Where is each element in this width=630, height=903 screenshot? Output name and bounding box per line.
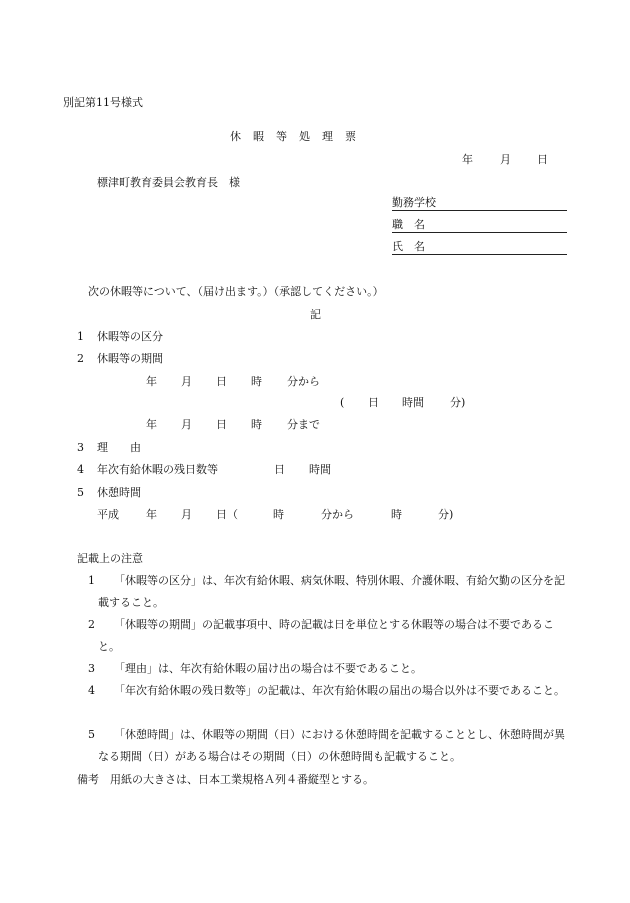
period-total-hours: 時間 bbox=[402, 396, 424, 409]
period-total-minutes: 分) bbox=[450, 396, 466, 409]
intro-text: 次の休暇等について、（届け出ます。）（承認してください。） bbox=[88, 285, 384, 298]
position-field[interactable] bbox=[392, 218, 567, 233]
period-from-hour: 時 bbox=[251, 375, 262, 388]
item-3-label: 理 由 bbox=[97, 441, 141, 454]
note-4-number: 4 bbox=[88, 684, 95, 697]
addressee: 標津町教育委員会教育長 様 bbox=[97, 176, 240, 189]
item-5-label: 休憩時間 bbox=[97, 486, 141, 499]
period-to-month: 月 bbox=[181, 418, 192, 431]
period-to-year: 年 bbox=[146, 418, 157, 431]
note-2-number: 2 bbox=[88, 618, 95, 631]
item-4-label: 年次有給休暇の残日数等 bbox=[97, 463, 218, 476]
note-4-text: 「年次有給休暇の残日数等」の記載は、年次有給休暇の届出の場合以外は不要であること。 bbox=[114, 684, 565, 697]
form-label: 別記第11号様式 bbox=[63, 96, 143, 109]
remark: 備考 用紙の大きさは、日本工業規格Ａ列４番縦型とする。 bbox=[77, 773, 374, 786]
note-3-text: 「理由」は、年次有給休暇の届け出の場合は不要であること。 bbox=[114, 662, 422, 675]
note-1-number: 1 bbox=[88, 574, 95, 587]
note-2-text: 「休暇等の期間」の記載事項中、時の記載は日を単位とする休暇等の場合は不要であること。 bbox=[98, 618, 554, 653]
school-label: 勤務学校 bbox=[392, 196, 436, 209]
note-5-text: 「休憩時間」は、休暇等の期間（日）における休憩時間を記載することとし、休憩時間が異なる期間（日）がある場合はその期間（日）の休憩時間も記載すること。 bbox=[98, 728, 565, 763]
note-3-number: 3 bbox=[88, 662, 95, 675]
item-4-number: 4 bbox=[77, 463, 84, 476]
rest-to-hour: 時 bbox=[391, 508, 402, 521]
date-month: 月 bbox=[500, 153, 511, 166]
page-title: 休 暇 等 処 理 票 bbox=[230, 130, 357, 143]
ki-label: 記 bbox=[310, 308, 321, 321]
item-1-number: 1 bbox=[77, 330, 84, 343]
rest-year: 年 bbox=[146, 508, 157, 521]
item-3-number: 3 bbox=[77, 441, 84, 454]
period-total-days: 日 bbox=[368, 396, 379, 409]
item-1-label: 休暇等の区分 bbox=[97, 330, 163, 343]
position-label: 職 名 bbox=[392, 218, 425, 231]
item-2-number: 2 bbox=[77, 352, 84, 365]
school-field[interactable] bbox=[392, 196, 567, 211]
period-from-month: 月 bbox=[181, 375, 192, 388]
rest-from-hour: 時 bbox=[273, 508, 284, 521]
date-year: 年 bbox=[462, 153, 473, 166]
note-5-number: 5 bbox=[88, 728, 95, 741]
period-from-minute: 分から bbox=[287, 375, 320, 388]
notes-heading: 記載上の注意 bbox=[77, 552, 143, 565]
rest-to-minute: 分) bbox=[438, 508, 454, 521]
remaining-hours: 時間 bbox=[309, 463, 331, 476]
item-5-number: 5 bbox=[77, 486, 84, 499]
rest-month: 月 bbox=[181, 508, 192, 521]
rest-day: 日（ bbox=[216, 508, 238, 521]
period-to-hour: 時 bbox=[251, 418, 262, 431]
rest-era: 平成 bbox=[97, 508, 119, 521]
period-to-day: 日 bbox=[216, 418, 227, 431]
item-2-label: 休暇等の期間 bbox=[97, 352, 163, 365]
name-field[interactable] bbox=[392, 240, 567, 255]
rest-from-minute: 分から bbox=[321, 508, 354, 521]
remaining-days: 日 bbox=[274, 463, 285, 476]
name-label: 氏 名 bbox=[392, 240, 425, 253]
period-total-open: ( bbox=[340, 396, 345, 409]
period-from-day: 日 bbox=[216, 375, 227, 388]
period-to-minute: 分まで bbox=[287, 418, 320, 431]
date-day: 日 bbox=[537, 153, 548, 166]
note-1-text: 「休暇等の区分」は、年次有給休暇、病気休暇、特別休暇、介護休暇、有給欠勤の区分を記載すること。 bbox=[98, 574, 565, 609]
period-from-year: 年 bbox=[146, 375, 157, 388]
